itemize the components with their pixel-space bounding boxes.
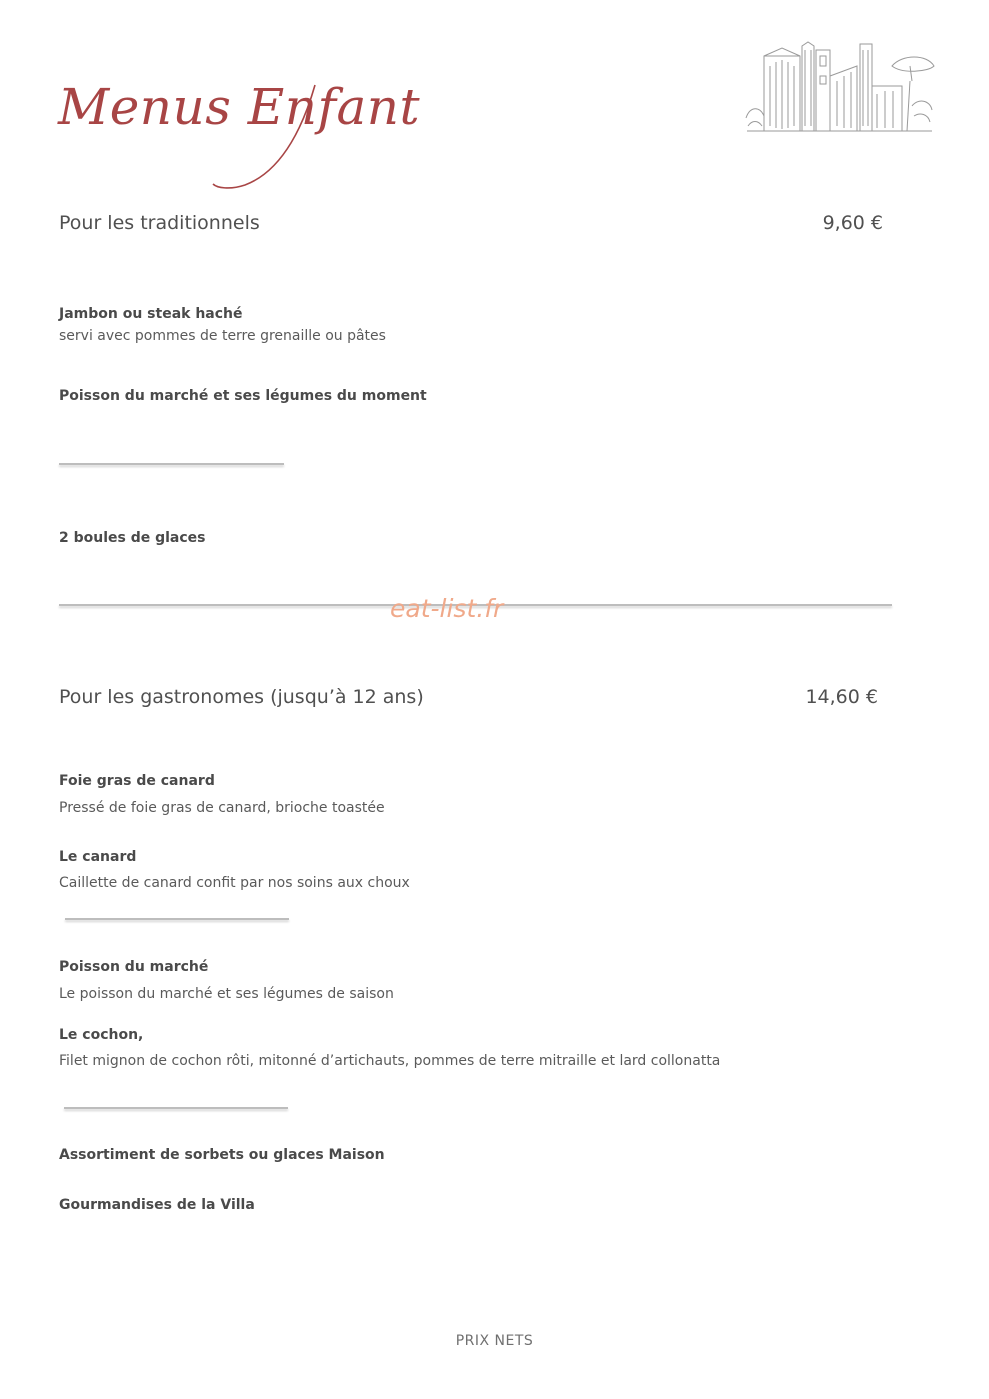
dish-name: Foie gras de canard (59, 773, 215, 789)
dish-name: Assortiment de sorbets ou glaces Maison (59, 1147, 385, 1163)
dish-name: Le canard (59, 849, 137, 865)
dish-name: 2 boules de glaces (59, 530, 206, 546)
course-divider (65, 918, 289, 920)
menu-traditionnels-title: Pour les traditionnels (59, 212, 260, 234)
course-divider (59, 463, 284, 465)
dish-name: Gourmandises de la Villa (59, 1197, 255, 1213)
dish-description: Filet mignon de cochon rôti, mitonné d’artichauts, pommes de terre mitraille et lard collonatta (59, 1053, 721, 1069)
dish-description: servi avec pommes de terre grenaille ou pâtes (59, 328, 386, 344)
dish-description: Caillette de canard confit par nos soins aux choux (59, 875, 410, 891)
castle-sketch-icon (742, 36, 937, 136)
menu-traditionnels-price: 9,60 € (822, 212, 883, 234)
watermark: eat-list.fr (390, 594, 504, 623)
dish-description: Pressé de foie gras de canard, brioche toastée (59, 800, 385, 816)
footer-note: PRIX NETS (455, 1333, 534, 1349)
menu-gastronomes-price: 14,60 € (805, 686, 878, 708)
page-title: Menus Enfant (58, 78, 421, 136)
dish-name: Poisson du marché (59, 959, 209, 975)
dish-description: Le poisson du marché et ses légumes de saison (59, 986, 394, 1002)
title-flourish-icon (205, 80, 335, 195)
dish-name: Poisson du marché et ses légumes du moment (59, 388, 427, 404)
dish-name: Le cochon, (59, 1027, 144, 1043)
menu-gastronomes-title: Pour les gastronomes (jusqu’à 12 ans) (59, 686, 424, 708)
course-divider (64, 1107, 288, 1109)
dish-name: Jambon ou steak haché (59, 306, 243, 322)
